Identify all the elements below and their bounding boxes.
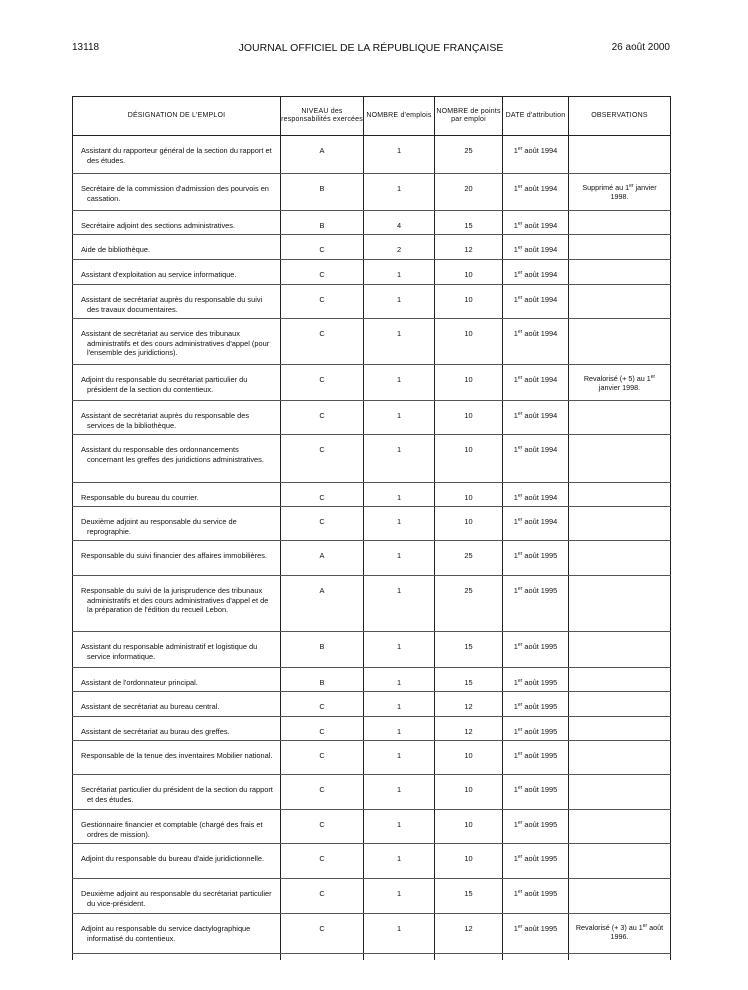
designation-cell: Responsable du suivi de la jurisprudence des tribunaux administratifs et des cours administratives d'appel et de la préparation de l'édition du recueil Lebon. <box>73 576 281 632</box>
designation-cell: Adjoint au responsable du service dactylographique informatisé du contentieux. <box>73 914 281 954</box>
observations-cell: Revalorisé (+ 5) au 1er janvier 1998. <box>569 365 671 401</box>
points-cell: 10 <box>435 775 503 810</box>
points-cell: 10 <box>435 741 503 775</box>
designation-cell: Gestionnaire financier et comptable (chargé des frais et ordres de mission). <box>73 810 281 844</box>
niveau-cell: A <box>281 541 364 576</box>
points-cell: 10 <box>435 810 503 844</box>
points-cell: 15 <box>435 211 503 235</box>
points-cell: 12 <box>435 235 503 260</box>
observations-cell <box>569 401 671 435</box>
points-cell: 10 <box>435 507 503 541</box>
table-row <box>73 507 671 541</box>
table-row <box>73 844 671 879</box>
table-row <box>73 914 671 954</box>
niveau-cell: B <box>281 174 364 211</box>
date-cell: 1er août 1995 <box>503 632 569 668</box>
designation-cell: Deuxième adjoint au responsable du secrétariat particulier du vice-président. <box>73 879 281 914</box>
nombre-emplois-cell: 1 <box>364 483 435 507</box>
nombre-emplois-cell: 1 <box>364 717 435 741</box>
observations-cell <box>569 507 671 541</box>
table-row <box>73 717 671 741</box>
nombre-emplois-cell: 1 <box>364 365 435 401</box>
points-cell: 10 <box>435 285 503 319</box>
points-cell: 25 <box>435 576 503 632</box>
points-cell: 10 <box>435 260 503 285</box>
table-continuation <box>73 954 671 961</box>
date-cell: 1er août 1994 <box>503 365 569 401</box>
date-cell: 1er août 1995 <box>503 741 569 775</box>
date-cell: 1er août 1995 <box>503 717 569 741</box>
nombre-emplois-cell: 4 <box>364 211 435 235</box>
observations-cell <box>569 319 671 365</box>
niveau-cell: C <box>281 285 364 319</box>
table-row <box>73 483 671 507</box>
date-cell: 1er août 1994 <box>503 507 569 541</box>
niveau-cell: C <box>281 365 364 401</box>
journal-title: JOURNAL OFFICIEL DE LA RÉPUBLIQUE FRANÇAISE <box>238 42 504 54</box>
points-cell: 10 <box>435 435 503 483</box>
table-row <box>73 576 671 632</box>
designation-cell: Assistant de l'ordonnateur principal. <box>73 668 281 692</box>
table-row <box>73 810 671 844</box>
observations-cell <box>569 632 671 668</box>
nombre-emplois-cell: 1 <box>364 632 435 668</box>
employment-table <box>72 96 671 960</box>
designation-cell: Responsable de la tenue des inventaires Mobilier national. <box>73 741 281 775</box>
designation-cell: Aide de bibliothèque. <box>73 235 281 260</box>
niveau-cell: C <box>281 775 364 810</box>
table-row <box>73 285 671 319</box>
points-cell: 15 <box>435 632 503 668</box>
designation-cell: Assistant de secrétariat au service des tribunaux administratifs et des cours administratives d'appel (pour l'ensemble des juridictions). <box>73 319 281 365</box>
column-header-observations: OBSERVATIONS <box>569 97 671 136</box>
date-cell: 1er août 1994 <box>503 401 569 435</box>
niveau-cell: C <box>281 844 364 879</box>
date-cell: 1er août 1995 <box>503 775 569 810</box>
column-header-nombre-points: NOMBRE de points par emploi <box>435 97 503 136</box>
designation-cell: Assistant du responsable des ordonnancements concernant les greffes des juridictions administratives. <box>73 435 281 483</box>
designation-cell: Assistant de secrétariat au bureau central. <box>73 692 281 717</box>
observations-cell <box>569 483 671 507</box>
table-row <box>73 879 671 914</box>
designation-cell: Secrétariat particulier du président de la section du rapport et des études. <box>73 775 281 810</box>
date-cell: 1er août 1994 <box>503 136 569 174</box>
observations-cell <box>569 879 671 914</box>
nombre-emplois-cell: 1 <box>364 260 435 285</box>
nombre-emplois-cell: 1 <box>364 576 435 632</box>
niveau-cell: C <box>281 810 364 844</box>
observations-cell <box>569 741 671 775</box>
date-cell: 1er août 1995 <box>503 576 569 632</box>
niveau-cell: C <box>281 507 364 541</box>
nombre-emplois-cell: 1 <box>364 844 435 879</box>
column-header-designation: DÉSIGNATION DE L'EMPLOI <box>73 97 281 136</box>
table-row <box>73 174 671 211</box>
nombre-emplois-cell: 1 <box>364 435 435 483</box>
niveau-cell: C <box>281 235 364 260</box>
points-cell: 15 <box>435 668 503 692</box>
nombre-emplois-cell: 1 <box>364 319 435 365</box>
designation-cell: Assistant de secrétariat au burau des greffes. <box>73 717 281 741</box>
nombre-emplois-cell: 1 <box>364 401 435 435</box>
niveau-cell: B <box>281 632 364 668</box>
points-cell: 10 <box>435 844 503 879</box>
points-cell: 10 <box>435 483 503 507</box>
designation-cell: Assistant de secrétariat auprès du responsable du suivi des travaux documentaires. <box>73 285 281 319</box>
designation-cell: Secrétaire de la commission d'admission des pourvois en cassation. <box>73 174 281 211</box>
date-cell: 1er août 1995 <box>503 879 569 914</box>
observations-cell <box>569 541 671 576</box>
observations-cell <box>569 235 671 260</box>
niveau-cell: C <box>281 483 364 507</box>
niveau-cell: A <box>281 576 364 632</box>
nombre-emplois-cell: 1 <box>364 541 435 576</box>
observations-cell <box>569 668 671 692</box>
date-cell: 1er août 1994 <box>503 285 569 319</box>
niveau-cell: C <box>281 319 364 365</box>
nombre-emplois-cell: 1 <box>364 285 435 319</box>
designation-cell: Assistant de secrétariat auprès du responsable des services de la bibliothèque. <box>73 401 281 435</box>
points-cell: 25 <box>435 541 503 576</box>
nombre-emplois-cell: 1 <box>364 810 435 844</box>
observations-cell: Revalorisé (+ 3) au 1er août 1996. <box>569 914 671 954</box>
table-row <box>73 319 671 365</box>
observations-cell <box>569 576 671 632</box>
designation-cell: Assistant du responsable administratif et logistique du service informatique. <box>73 632 281 668</box>
page-number: 13118 <box>72 42 100 53</box>
column-header-niveau: NIVEAU des responsabilités exercées <box>281 97 364 136</box>
niveau-cell: C <box>281 717 364 741</box>
nombre-emplois-cell: 1 <box>364 914 435 954</box>
table-row <box>73 211 671 235</box>
designation-cell: Assistant du rapporteur général de la section du rapport et des études. <box>73 136 281 174</box>
designation-cell: Assistant d'exploitation au service informatique. <box>73 260 281 285</box>
points-cell: 10 <box>435 365 503 401</box>
table-row <box>73 365 671 401</box>
table-row <box>73 136 671 174</box>
points-cell: 10 <box>435 319 503 365</box>
date-cell: 1er août 1995 <box>503 541 569 576</box>
designation-cell: Responsable du suivi financier des affaires immobilières. <box>73 541 281 576</box>
points-cell: 15 <box>435 879 503 914</box>
niveau-cell: C <box>281 260 364 285</box>
date-cell: 1er août 1994 <box>503 483 569 507</box>
date-cell: 1er août 1994 <box>503 235 569 260</box>
nombre-emplois-cell: 1 <box>364 692 435 717</box>
observations-cell <box>569 717 671 741</box>
points-cell: 12 <box>435 914 503 954</box>
designation-cell: Secrétaire adjoint des sections administratives. <box>73 211 281 235</box>
nombre-emplois-cell: 1 <box>364 879 435 914</box>
table-row <box>73 541 671 576</box>
nombre-emplois-cell: 1 <box>364 775 435 810</box>
table-row <box>73 692 671 717</box>
niveau-cell: C <box>281 692 364 717</box>
points-cell: 12 <box>435 717 503 741</box>
observations-cell <box>569 775 671 810</box>
table-body <box>73 136 671 961</box>
niveau-cell: C <box>281 879 364 914</box>
niveau-cell: B <box>281 668 364 692</box>
table-row <box>73 401 671 435</box>
observations-cell: Supprimé au 1er janvier 1998. <box>569 174 671 211</box>
observations-cell <box>569 136 671 174</box>
table-row <box>73 775 671 810</box>
table-row <box>73 235 671 260</box>
points-cell: 20 <box>435 174 503 211</box>
column-header-date: DATE d'attribution <box>503 97 569 136</box>
table-row <box>73 632 671 668</box>
page-header <box>72 42 670 58</box>
nombre-emplois-cell: 1 <box>364 136 435 174</box>
niveau-cell: A <box>281 136 364 174</box>
designation-cell: Responsable du bureau du courrier. <box>73 483 281 507</box>
date-cell: 1er août 1995 <box>503 810 569 844</box>
table-row <box>73 435 671 483</box>
observations-cell <box>569 260 671 285</box>
points-cell: 12 <box>435 692 503 717</box>
niveau-cell: B <box>281 211 364 235</box>
nombre-emplois-cell: 1 <box>364 741 435 775</box>
niveau-cell: C <box>281 741 364 775</box>
points-cell: 25 <box>435 136 503 174</box>
date-cell: 1er août 1995 <box>503 844 569 879</box>
issue-date: 26 août 2000 <box>611 42 670 53</box>
date-cell: 1er août 1994 <box>503 260 569 285</box>
observations-cell <box>569 692 671 717</box>
observations-cell <box>569 844 671 879</box>
nombre-emplois-cell: 2 <box>364 235 435 260</box>
observations-cell <box>569 810 671 844</box>
observations-cell <box>569 285 671 319</box>
designation-cell: Adjoint du responsable du secrétariat particulier du président de la section du contentieux. <box>73 365 281 401</box>
points-cell: 10 <box>435 401 503 435</box>
date-cell: 1er août 1994 <box>503 211 569 235</box>
nombre-emplois-cell: 1 <box>364 174 435 211</box>
date-cell: 1er août 1995 <box>503 668 569 692</box>
date-cell: 1er août 1994 <box>503 435 569 483</box>
column-header-nombre-emplois: NOMBRE d'emplois <box>364 97 435 136</box>
date-cell: 1er août 1994 <box>503 319 569 365</box>
date-cell: 1er août 1995 <box>503 914 569 954</box>
date-cell: 1er août 1994 <box>503 174 569 211</box>
observations-cell <box>569 435 671 483</box>
designation-cell: Deuxième adjoint au responsable du service de reprographie. <box>73 507 281 541</box>
niveau-cell: C <box>281 435 364 483</box>
date-cell: 1er août 1995 <box>503 692 569 717</box>
table-row <box>73 668 671 692</box>
nombre-emplois-cell: 1 <box>364 507 435 541</box>
designation-cell: Adjoint du responsable du bureau d'aide juridictionnelle. <box>73 844 281 879</box>
table-header <box>73 97 671 136</box>
niveau-cell: C <box>281 914 364 954</box>
nombre-emplois-cell: 1 <box>364 668 435 692</box>
observations-cell <box>569 211 671 235</box>
niveau-cell: C <box>281 401 364 435</box>
table-row <box>73 741 671 775</box>
table-row <box>73 260 671 285</box>
